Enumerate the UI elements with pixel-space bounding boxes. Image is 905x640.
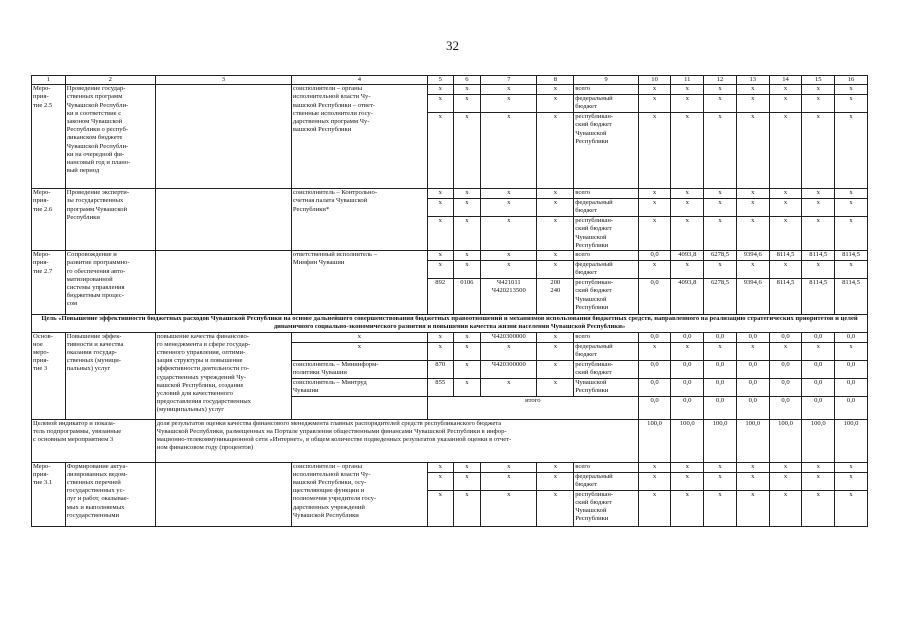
table-cell: x <box>537 332 574 342</box>
measure-code: Основ- ное меро- прия- тие 3 <box>32 332 66 419</box>
table-cell: x <box>481 490 537 526</box>
table-cell: x <box>427 85 453 95</box>
value-cell: x <box>736 95 769 113</box>
table-cell: соисполнитель – Минтруд Чувашии <box>291 378 427 396</box>
value-cell: x <box>835 113 868 189</box>
table-cell: x <box>537 462 574 472</box>
value-cell: x <box>769 472 802 490</box>
value-cell: x <box>638 85 671 95</box>
value-cell: 100,0 <box>704 419 737 462</box>
value-cell: x <box>638 95 671 113</box>
value-cell: 4093,8 <box>671 251 704 261</box>
empty-cell <box>155 462 291 526</box>
table-cell: x <box>481 462 537 472</box>
header-row <box>32 76 868 85</box>
value-cell: x <box>671 95 704 113</box>
table-cell: x <box>427 490 453 526</box>
measure-executor: соисполнители – органы исполнительной власти Чу- вашской Республики, осу- ществляющие функции и полномочия учредителя госу- дарственных учреждений Чувашской Республики <box>291 462 427 526</box>
value-cell: x <box>638 199 671 217</box>
goal-row <box>32 315 868 332</box>
value-cell: x <box>704 261 737 279</box>
value-cell: x <box>736 462 769 472</box>
funding-source: республикан- ский бюджет Чувашской Республики <box>574 490 638 526</box>
value-cell: x <box>704 113 737 189</box>
table-cell: 200 240 <box>537 279 574 315</box>
table-cell: x <box>453 332 481 342</box>
table-cell: x <box>453 113 481 189</box>
table-cell: Ч421011 Ч420213500 <box>481 279 537 315</box>
value-cell: 0,0 <box>736 396 769 419</box>
column-header: 14 <box>769 76 802 85</box>
value-cell: x <box>736 199 769 217</box>
funding-source: всего <box>574 462 638 472</box>
value-cell: x <box>802 217 835 251</box>
table-cell: Ч420300000 <box>481 360 537 378</box>
total-label: итого <box>427 396 638 419</box>
table-cell: x <box>453 85 481 95</box>
value-cell: 0,0 <box>638 332 671 342</box>
value-cell: 0,0 <box>736 360 769 378</box>
table-cell: x <box>453 490 481 526</box>
table-cell: x <box>537 378 574 396</box>
table-cell: x <box>427 217 453 251</box>
value-cell: x <box>835 199 868 217</box>
value-cell: x <box>671 113 704 189</box>
value-cell: 0,0 <box>638 360 671 378</box>
funding-source: федеральный бюджет <box>574 342 638 360</box>
table-cell: x <box>291 332 427 342</box>
table-cell: x <box>427 472 453 490</box>
table-cell: x <box>537 360 574 378</box>
measure-code: Меро- прия- тие 2.7 <box>32 251 66 315</box>
table-cell: x <box>481 189 537 199</box>
value-cell: x <box>835 462 868 472</box>
value-cell: x <box>638 217 671 251</box>
measure-name: Повышение эффек- тивности и качества оказания государ- ственных (муници- пальных) услуг <box>65 332 155 419</box>
budget-table <box>31 75 868 527</box>
value-cell: 4093,8 <box>671 279 704 315</box>
table-cell: 855 <box>427 378 453 396</box>
table-cell: x <box>453 462 481 472</box>
measure-name: Проведение государ- ственных программ Чувашской Республи- ки в соответствие с законом Чувашской Республики о респуб- ликанском бюджете Чувашской Республи- ки на очередной фи- нансовый год и плано- вый период <box>65 85 155 189</box>
table-cell: x <box>537 342 574 360</box>
value-cell: x <box>736 490 769 526</box>
value-cell: x <box>638 462 671 472</box>
column-header: 4 <box>291 76 427 85</box>
value-cell: x <box>736 113 769 189</box>
value-cell: 0,0 <box>736 332 769 342</box>
column-header: 2 <box>65 76 155 85</box>
table-cell: x <box>453 217 481 251</box>
value-cell: x <box>802 490 835 526</box>
value-cell: 8114,5 <box>802 279 835 315</box>
table-cell: x <box>453 251 481 261</box>
table-cell: x <box>481 472 537 490</box>
table-cell: x <box>537 95 574 113</box>
value-cell: x <box>638 189 671 199</box>
value-cell: 0,0 <box>671 360 704 378</box>
empty-cell <box>155 189 291 251</box>
value-cell: x <box>802 199 835 217</box>
table-cell: x <box>481 261 537 279</box>
funding-source: республикан- ский бюджет Чувашской Республики <box>574 217 638 251</box>
value-cell: 6278,5 <box>704 279 737 315</box>
value-cell: x <box>835 85 868 95</box>
goal-heading: Цель «Повышение эффективности бюджетных расходов Чувашской Республики на основе дальнейшего совершенствования бюджетных правоотношений и механизмов использования бюджетных средств, направленного на реализацию стратегических приоритетов и целей динамичного социально-экономического развития и повышения качества жизни населения Чувашской Республики» <box>32 315 868 332</box>
table-cell: 892 <box>427 279 453 315</box>
table-cell: x <box>453 342 481 360</box>
funding-source: федеральный бюджет <box>574 472 638 490</box>
value-cell: x <box>638 342 671 360</box>
value-cell: x <box>704 342 737 360</box>
funding-source: республикан- ский бюджет Чувашской Республики <box>574 279 638 315</box>
page-number: 32 <box>446 38 459 53</box>
funding-source: всего <box>574 189 638 199</box>
measure-row <box>32 189 868 199</box>
table-cell: x <box>537 217 574 251</box>
value-cell: x <box>769 217 802 251</box>
value-cell: x <box>671 189 704 199</box>
table-cell: x <box>481 217 537 251</box>
funding-source: всего <box>574 332 638 342</box>
value-cell: x <box>671 472 704 490</box>
value-cell: 0,0 <box>769 396 802 419</box>
value-cell: 0,0 <box>704 378 737 396</box>
value-cell: 8114,5 <box>769 251 802 261</box>
value-cell: 100,0 <box>835 419 868 462</box>
value-cell: x <box>671 462 704 472</box>
column-header: 11 <box>671 76 704 85</box>
funding-source: республикан- ский бюджет <box>574 360 638 378</box>
value-cell: x <box>704 472 737 490</box>
table-cell: x <box>537 251 574 261</box>
value-cell: x <box>736 85 769 95</box>
value-cell: 100,0 <box>638 419 671 462</box>
indicator-text: доля результатов оценки качества финансового менеджмента главных распорядителей средств республиканского бюджета Чувашской Республики, размещенных на Портале управления общественными финансами Чувашской Республики в инфор- мационно-телекоммуникационной сети «Интернет», в общем количестве подведенных результатов указанной оценки в отчет- ном финансовом году (процентов) <box>155 419 638 462</box>
value-cell: 0,0 <box>638 396 671 419</box>
value-cell: x <box>802 342 835 360</box>
value-cell: 0,0 <box>704 332 737 342</box>
value-cell: 0,0 <box>704 360 737 378</box>
table-cell: x <box>453 189 481 199</box>
measure-code: Меро- прия- тие 2.6 <box>32 189 66 251</box>
value-cell: x <box>736 189 769 199</box>
value-cell: x <box>769 199 802 217</box>
value-cell: x <box>802 113 835 189</box>
measure-row <box>32 85 868 95</box>
funding-source: федеральный бюджет <box>574 261 638 279</box>
value-cell: x <box>769 189 802 199</box>
value-cell: x <box>769 261 802 279</box>
value-cell: 8114,5 <box>835 279 868 315</box>
table-cell: x <box>427 342 453 360</box>
funding-source: федеральный бюджет <box>574 199 638 217</box>
table-cell: x <box>481 251 537 261</box>
value-cell: x <box>704 85 737 95</box>
table-cell: x <box>427 189 453 199</box>
value-cell: x <box>835 217 868 251</box>
funding-source: всего <box>574 85 638 95</box>
value-cell: x <box>802 189 835 199</box>
value-cell: x <box>802 85 835 95</box>
table-cell: x <box>427 95 453 113</box>
measure-name: Проведение эксперти- зы государственных программ Чувашской Республики <box>65 189 155 251</box>
value-cell: 0,0 <box>638 378 671 396</box>
value-cell: 0,0 <box>802 378 835 396</box>
value-cell: 8114,5 <box>835 251 868 261</box>
value-cell: 0,0 <box>835 360 868 378</box>
value-cell: x <box>671 199 704 217</box>
table-cell: 0106 <box>453 279 481 315</box>
table-cell: x <box>537 490 574 526</box>
value-cell: 0,0 <box>671 378 704 396</box>
value-cell: x <box>736 472 769 490</box>
table-cell: x <box>453 378 481 396</box>
value-cell: 100,0 <box>802 419 835 462</box>
value-cell: x <box>835 189 868 199</box>
value-cell: 0,0 <box>802 332 835 342</box>
column-header: 16 <box>835 76 868 85</box>
column-header: 10 <box>638 76 671 85</box>
value-cell: 6278,5 <box>704 251 737 261</box>
value-cell: x <box>769 462 802 472</box>
funding-source: всего <box>574 251 638 261</box>
value-cell: 0,0 <box>835 396 868 419</box>
value-cell: x <box>802 261 835 279</box>
column-header: 8 <box>537 76 574 85</box>
value-cell: x <box>671 261 704 279</box>
table-cell: x <box>427 261 453 279</box>
table-cell: x <box>427 199 453 217</box>
table-cell: x <box>481 378 537 396</box>
table-cell: x <box>481 113 537 189</box>
empty-cell <box>155 85 291 189</box>
column-header: 12 <box>704 76 737 85</box>
measure-code: Меро- прия- тие 3.1 <box>32 462 66 526</box>
value-cell: x <box>671 217 704 251</box>
value-cell: 0,0 <box>835 332 868 342</box>
table-cell: соисполнитель – Мининформ- политики Чувашии <box>291 360 427 378</box>
value-cell: 0,0 <box>638 251 671 261</box>
value-cell: 100,0 <box>671 419 704 462</box>
value-cell: 0,0 <box>835 378 868 396</box>
funding-source: Чувашской Республики <box>574 378 638 396</box>
value-cell: x <box>704 95 737 113</box>
table-cell: x <box>537 189 574 199</box>
value-cell: 0,0 <box>769 332 802 342</box>
value-cell: 9394,6 <box>736 279 769 315</box>
value-cell: x <box>671 85 704 95</box>
table-cell: x <box>537 261 574 279</box>
value-cell: x <box>638 261 671 279</box>
table-cell: x <box>481 95 537 113</box>
table-cell: x <box>453 360 481 378</box>
table-cell: x <box>537 113 574 189</box>
value-cell: x <box>802 472 835 490</box>
value-cell: x <box>769 95 802 113</box>
table-cell: x <box>427 113 453 189</box>
value-cell: 0,0 <box>638 279 671 315</box>
value-cell: x <box>704 189 737 199</box>
value-cell: x <box>638 472 671 490</box>
value-cell: 100,0 <box>769 419 802 462</box>
value-cell: x <box>638 113 671 189</box>
table-cell: x <box>453 261 481 279</box>
value-cell: 8114,5 <box>802 251 835 261</box>
measure-row <box>32 251 868 261</box>
table-cell: x <box>453 472 481 490</box>
value-cell: 0,0 <box>736 378 769 396</box>
value-cell: 0,0 <box>671 332 704 342</box>
table-cell: x <box>427 462 453 472</box>
value-cell: x <box>671 490 704 526</box>
measure-executor: соисполнитель – Контрольно- счетная палата Чувашской Республики* <box>291 189 427 251</box>
value-cell: x <box>802 462 835 472</box>
value-cell: x <box>736 217 769 251</box>
value-cell: x <box>736 342 769 360</box>
value-cell: x <box>704 217 737 251</box>
measure-row <box>32 332 868 342</box>
table-cell: x <box>481 199 537 217</box>
measure-executor: соисполнители – органы исполнительной власти Чу- вашской Республики – ответ- ственные исполнители госу- дарственных программ Чу- вашской Республики <box>291 85 427 189</box>
value-cell: 0,0 <box>802 360 835 378</box>
value-cell: x <box>835 342 868 360</box>
value-cell: 0,0 <box>769 378 802 396</box>
value-cell: x <box>835 261 868 279</box>
value-cell: x <box>769 490 802 526</box>
column-header: 6 <box>453 76 481 85</box>
value-cell: 0,0 <box>671 396 704 419</box>
value-cell: 100,0 <box>736 419 769 462</box>
table-cell: 870 <box>427 360 453 378</box>
value-cell: 0,0 <box>802 396 835 419</box>
value-cell: x <box>835 472 868 490</box>
value-cell: 9394,6 <box>736 251 769 261</box>
value-cell: x <box>704 199 737 217</box>
value-cell: x <box>704 462 737 472</box>
empty-cell <box>291 396 427 419</box>
column-header: 13 <box>736 76 769 85</box>
column-header: 3 <box>155 76 291 85</box>
column-header: 9 <box>574 76 638 85</box>
table-cell: x <box>453 95 481 113</box>
measure-name: Сопровождение и развитие программно- го обеспечения авто- матизированной системы управления бюджетным процес- сом <box>65 251 155 315</box>
value-cell: x <box>638 490 671 526</box>
value-cell: x <box>835 95 868 113</box>
value-cell: 8114,5 <box>769 279 802 315</box>
measure-executor: ответственный исполнитель – Минфин Чувашии <box>291 251 427 315</box>
table-cell: Ч420300000 <box>481 332 537 342</box>
column-header: 7 <box>481 76 537 85</box>
measure-row <box>32 462 868 472</box>
value-cell: x <box>769 85 802 95</box>
measure-result: повышение качества финансово- го менеджмента в сфере государ- ственного управления, оптими- зация структуры и повышение эффективности деятельности го- сударственных учреждений Чу- вашской Республики, создание условий для качественного предоставления государственных (муниципальных) услуг <box>155 332 291 419</box>
column-header: 1 <box>32 76 66 85</box>
indicator-row <box>32 419 868 462</box>
measure-name: Формирование актуа- лизированных ведом- ственных перечней государственных ус- луг и работ, оказывае- мых и выполняемых государственными <box>65 462 155 526</box>
column-header: 5 <box>427 76 453 85</box>
measure-code: Меро- прия- тие 2.5 <box>32 85 66 189</box>
table-cell: x <box>481 342 537 360</box>
funding-source: федеральный бюджет <box>574 95 638 113</box>
table-cell: x <box>453 199 481 217</box>
value-cell: x <box>769 113 802 189</box>
value-cell: x <box>704 490 737 526</box>
table-cell: x <box>291 342 427 360</box>
value-cell: x <box>802 95 835 113</box>
value-cell: x <box>769 342 802 360</box>
table-cell: x <box>481 85 537 95</box>
value-cell: x <box>671 342 704 360</box>
value-cell: x <box>835 490 868 526</box>
table-cell: x <box>537 85 574 95</box>
table-cell: x <box>427 251 453 261</box>
table-cell: x <box>537 472 574 490</box>
table-cell: x <box>537 199 574 217</box>
value-cell: 0,0 <box>704 396 737 419</box>
value-cell: x <box>736 261 769 279</box>
table-cell: x <box>427 332 453 342</box>
indicator-label: Целевой индикатор и показа- тель подпрограммы, увязанные с основным мероприятием 3 <box>32 419 156 462</box>
empty-cell <box>155 251 291 315</box>
funding-source: республикан- ский бюджет Чувашской Республики <box>574 113 638 189</box>
column-header: 15 <box>802 76 835 85</box>
value-cell: 0,0 <box>769 360 802 378</box>
